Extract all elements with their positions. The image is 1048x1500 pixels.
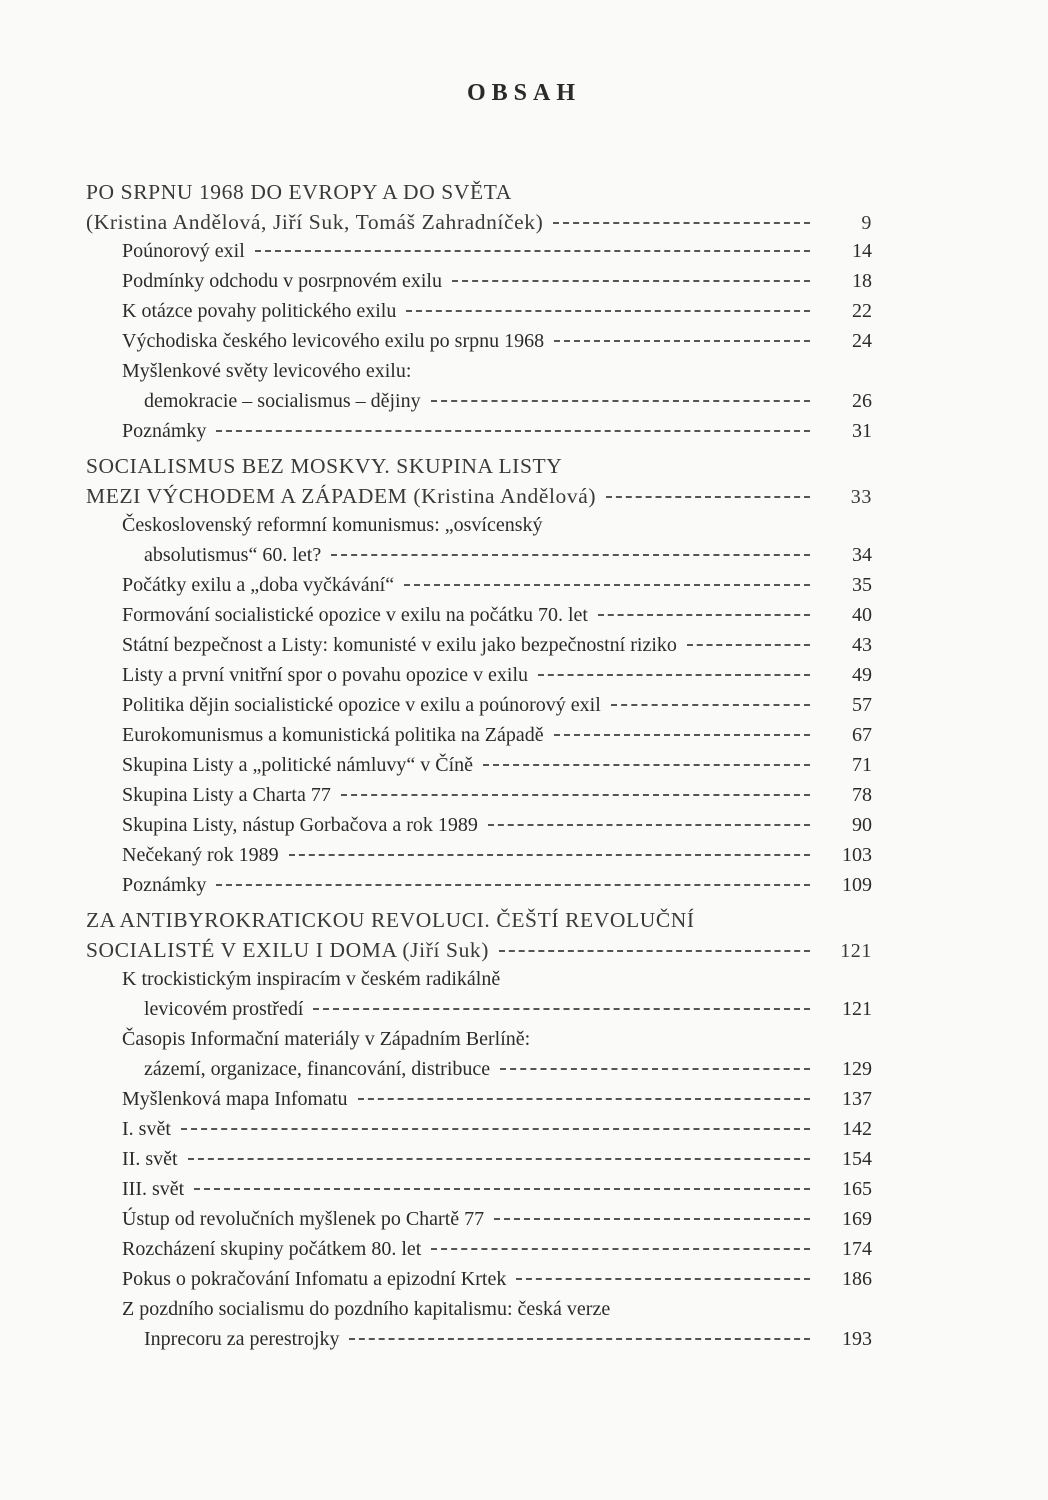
- page-number: 169: [842, 1208, 872, 1230]
- toc-entry[interactable]: [86, 998, 872, 1028]
- page-number: 35: [852, 574, 872, 596]
- dot-leader: [216, 883, 810, 886]
- dot-leader: [406, 309, 810, 312]
- dot-leader: [188, 1157, 810, 1160]
- dot-leader: [687, 643, 810, 646]
- dot-leader: [349, 1337, 810, 1340]
- page-number: 18: [852, 270, 872, 292]
- table-of-contents: [86, 180, 872, 1362]
- page-number: 103: [842, 844, 872, 866]
- toc-entry-text: K trockistickým inspiracím v českém radikálně: [122, 968, 501, 990]
- toc-entry-text: Rozcházení skupiny počátkem 80. let: [122, 1238, 422, 1260]
- toc-entry[interactable]: [86, 1058, 872, 1088]
- dot-leader: [216, 429, 810, 432]
- toc-entry-text: levicovém prostředí: [144, 998, 304, 1020]
- section-heading-text: PO SRPNU 1968 DO EVROPY A DO SVĚTA: [86, 180, 512, 204]
- dot-leader: [194, 1187, 810, 1190]
- toc-entry[interactable]: [86, 544, 872, 574]
- toc-entry-text: Počátky exilu a „doba vyčkávání“: [122, 574, 395, 596]
- toc-entry-text: Pokus o pokračování Infomatu a epizodní Krtek: [122, 1268, 507, 1290]
- section-heading-text: SOCIALISMUS BEZ MOSKVY. SKUPINA LISTY: [86, 454, 563, 478]
- toc-entry[interactable]: [86, 1148, 872, 1178]
- page-number: 67: [852, 724, 872, 746]
- dot-leader: [611, 703, 810, 706]
- toc-entry[interactable]: [86, 1028, 872, 1058]
- toc-entry-text: Z pozdního socialismu do pozdního kapitalismu: česká verze: [122, 1298, 611, 1320]
- dot-leader: [554, 733, 810, 736]
- toc-entry-text: Skupina Listy a Charta 77: [122, 784, 331, 806]
- section-heading: [86, 180, 872, 210]
- toc-entry-text: Formování socialistické opozice v exilu na počátku 70. let: [122, 604, 588, 626]
- toc-entry-text: Východiska českého levicového exilu po srpnu 1968: [122, 330, 545, 352]
- dot-leader: [431, 399, 810, 402]
- page-number: 9: [861, 212, 872, 234]
- dot-leader: [404, 583, 810, 586]
- toc-section: [86, 180, 872, 450]
- dot-leader: [313, 1007, 810, 1010]
- toc-entry-text: Podmínky odchodu v posrpnovém exilu: [122, 270, 442, 292]
- page-number: 109: [842, 874, 872, 896]
- page-number: 121: [842, 998, 872, 1020]
- toc-entry[interactable]: [86, 574, 872, 604]
- toc-entry[interactable]: [86, 664, 872, 694]
- page-number: 165: [842, 1178, 872, 1200]
- toc-entry-text: Politika dějin socialistické opozice v exilu a poúnorový exil: [122, 694, 601, 716]
- toc-entry-text: Myšlenková mapa Infomatu: [122, 1088, 348, 1110]
- dot-leader: [494, 1217, 810, 1220]
- toc-entry-text: I. svět: [122, 1118, 171, 1140]
- toc-entry-text: Inprecoru za perestrojky: [144, 1328, 340, 1350]
- dot-leader: [452, 279, 810, 282]
- toc-entry[interactable]: [86, 270, 872, 300]
- dot-leader: [181, 1127, 810, 1130]
- section-author-text: (Kristina Andělová, Jiří Suk, Tomáš Zahradníček): [86, 210, 544, 234]
- toc-entry[interactable]: [86, 814, 872, 844]
- toc-section: [86, 908, 872, 1358]
- page-number: 137: [842, 1088, 872, 1110]
- toc-entry[interactable]: [86, 874, 872, 904]
- page-number: 71: [852, 754, 872, 776]
- dot-leader: [516, 1277, 810, 1280]
- page-number: 34: [852, 544, 872, 566]
- page-number: 142: [842, 1118, 872, 1140]
- dot-leader: [358, 1097, 811, 1100]
- toc-entry-text: K otázce povahy politického exilu: [122, 300, 397, 322]
- toc-entry[interactable]: [86, 844, 872, 874]
- page-number: 22: [852, 300, 872, 322]
- page-number: 57: [852, 694, 872, 716]
- section-heading-text: ZA ANTIBYROKRATICKOU REVOLUCI. ČEŠTÍ REVOLUČNÍ: [86, 908, 695, 932]
- toc-entry-text: Poznámky: [122, 420, 207, 442]
- toc-entry-text: Československý reformní komunismus: „osvícenský: [122, 514, 543, 536]
- section-author-text: SOCIALISTÉ V EXILU I DOMA (Jiří Suk): [86, 938, 490, 962]
- page-number: 26: [852, 390, 872, 412]
- toc-entry[interactable]: [86, 634, 872, 664]
- dot-leader: [289, 853, 810, 856]
- toc-entry[interactable]: [86, 784, 872, 814]
- toc-entry[interactable]: [86, 694, 872, 724]
- toc-entry[interactable]: [86, 514, 872, 544]
- dot-leader: [553, 221, 810, 224]
- dot-leader: [554, 339, 810, 342]
- toc-entry-text: Myšlenkové světy levicového exilu:: [122, 360, 412, 382]
- toc-entry-text: Listy a první vnitřní spor o povahu opozice v exilu: [122, 664, 529, 686]
- section-author-text: MEZI VÝCHODEM A ZÁPADEM (Kristina Andělová): [86, 484, 597, 508]
- page-number: 90: [852, 814, 872, 836]
- page-number: 33: [850, 486, 872, 508]
- toc-entry-text: Státní bezpečnost a Listy: komunisté v exilu jako bezpečnostní riziko: [122, 634, 677, 656]
- toc-entry[interactable]: [86, 330, 872, 360]
- toc-entry[interactable]: [86, 968, 872, 998]
- toc-entry-text: zázemí, organizace, financování, distribuce: [144, 1058, 491, 1080]
- toc-entry-text: absolutismus“ 60. let?: [144, 544, 322, 566]
- page-number: 193: [842, 1328, 872, 1350]
- toc-entry[interactable]: [86, 724, 872, 754]
- toc-entry[interactable]: [86, 754, 872, 784]
- section-author-line[interactable]: [86, 938, 872, 968]
- dot-leader: [538, 673, 810, 676]
- toc-entry[interactable]: [86, 1298, 872, 1328]
- dot-leader: [341, 793, 810, 796]
- dot-leader: [331, 553, 810, 556]
- toc-entry-text: Poznámky: [122, 874, 207, 896]
- toc-entry[interactable]: [86, 1238, 872, 1268]
- toc-entry[interactable]: [86, 1118, 872, 1148]
- section-heading: [86, 908, 872, 938]
- page-title: OBSAH: [466, 80, 582, 106]
- section-author-line[interactable]: [86, 210, 872, 240]
- toc-entry-text: Poúnorový exil: [122, 240, 245, 262]
- toc-entry-text: II. svět: [122, 1148, 178, 1170]
- toc-entry[interactable]: [86, 1328, 872, 1358]
- dot-leader: [499, 949, 810, 952]
- page-number: 121: [840, 940, 872, 962]
- page-number: 174: [842, 1238, 872, 1260]
- toc-entry-text: demokracie – socialismus – dějiny: [144, 390, 421, 412]
- toc-section: [86, 454, 872, 904]
- toc-entry-text: Ústup od revolučních myšlenek po Chartě 77: [122, 1208, 485, 1230]
- toc-entry-text: Skupina Listy, nástup Gorbačova a rok 1989: [122, 814, 478, 836]
- toc-entry-text: Skupina Listy a „politické námluvy“ v Číně: [122, 754, 474, 776]
- page-number: 31: [852, 420, 872, 442]
- page-number: 154: [842, 1148, 872, 1170]
- page-number: 43: [852, 634, 872, 656]
- page-number: 40: [852, 604, 872, 626]
- toc-entry[interactable]: [86, 360, 872, 390]
- page-number: 24: [852, 330, 872, 352]
- toc-entry[interactable]: [86, 1208, 872, 1238]
- page-number: 78: [852, 784, 872, 806]
- section-author-line[interactable]: [86, 484, 872, 514]
- toc-entry[interactable]: [86, 420, 872, 450]
- toc-entry-text: Časopis Informační materiály v Západním Berlíně:: [122, 1028, 531, 1050]
- toc-entry[interactable]: [86, 604, 872, 634]
- dot-leader: [483, 763, 810, 766]
- toc-entry-text: Nečekaný rok 1989: [122, 844, 279, 866]
- page-number: 49: [852, 664, 872, 686]
- dot-leader: [606, 495, 810, 498]
- toc-entry[interactable]: [86, 1088, 872, 1118]
- toc-entry[interactable]: [86, 1178, 872, 1208]
- toc-entry-text: Eurokomunismus a komunistická politika na Západě: [122, 724, 544, 746]
- toc-entry[interactable]: [86, 1268, 872, 1298]
- toc-entry[interactable]: [86, 240, 872, 270]
- dot-leader: [500, 1067, 810, 1070]
- dot-leader: [598, 613, 810, 616]
- toc-entry[interactable]: [86, 300, 872, 330]
- page-number: 129: [842, 1058, 872, 1080]
- dot-leader: [488, 823, 810, 826]
- dot-leader: [255, 249, 810, 252]
- page-number: 186: [842, 1268, 872, 1290]
- dot-leader: [431, 1247, 810, 1250]
- toc-entry[interactable]: [86, 390, 872, 420]
- section-heading: [86, 454, 872, 484]
- page-number: 14: [852, 240, 872, 262]
- toc-entry-text: III. svět: [122, 1178, 185, 1200]
